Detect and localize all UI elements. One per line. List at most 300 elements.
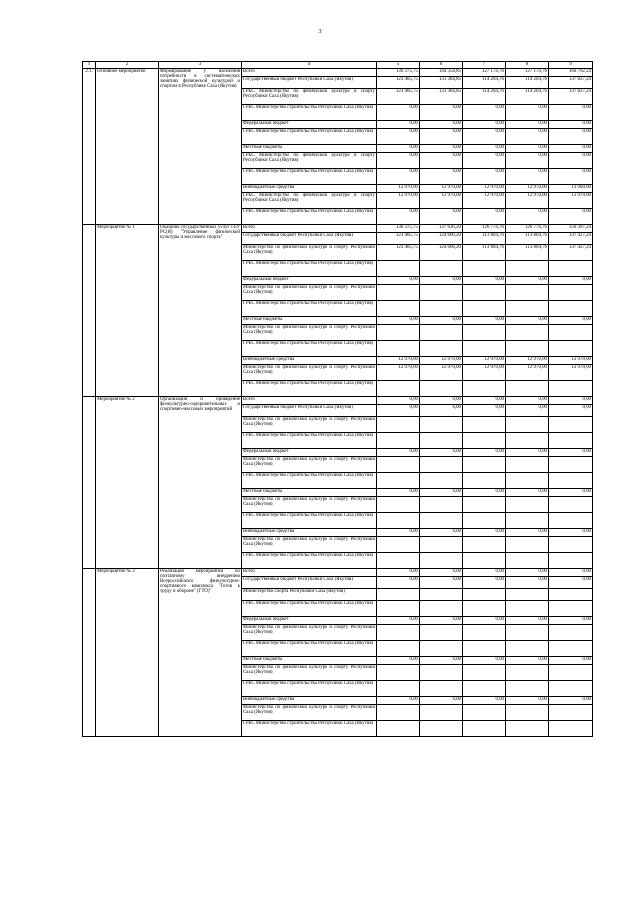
- amount-cell: [506, 601, 549, 617]
- amount-cell: 0,00: [506, 577, 549, 589]
- amount-cell: [420, 589, 463, 601]
- amount-cell: 12 970,00: [506, 365, 549, 381]
- amount-cell: 126 774,76: [506, 225, 549, 233]
- amount-cell: 0,00: [420, 569, 463, 577]
- header-cell: 8: [506, 62, 549, 69]
- funding-source-label: Внебюджетные средства: [242, 529, 377, 537]
- amount-cell: 0,00: [506, 169, 549, 185]
- amount-cell: 12 970,00: [377, 185, 420, 193]
- amount-cell: [463, 381, 506, 397]
- amount-cell: [549, 537, 593, 553]
- amount-cell: [377, 665, 420, 681]
- amount-cell: 12 970,00: [463, 193, 506, 209]
- amount-cell: 0,00: [463, 397, 506, 405]
- amount-cell: [377, 433, 420, 449]
- amount-cell: [506, 513, 549, 529]
- amount-cell: 0,00: [549, 277, 593, 285]
- amount-cell: 0,00: [420, 121, 463, 129]
- amount-cell: [463, 589, 506, 601]
- amount-cell: 114 204,76: [506, 89, 549, 105]
- amount-cell: 113 804,76: [506, 233, 549, 245]
- amount-cell: 144 354,85: [420, 69, 463, 77]
- amount-cell: [377, 553, 420, 569]
- amount-cell: 0,00: [377, 397, 420, 405]
- funding-source-label: Министерство по физической культуре и спорту Республики Саха (Якутия): [242, 705, 377, 721]
- amount-cell: 0,00: [463, 145, 506, 153]
- header-cell: 2: [96, 62, 159, 69]
- amount-cell: [420, 473, 463, 489]
- amount-cell: 0,00: [420, 697, 463, 705]
- amount-cell: [420, 417, 463, 433]
- amount-cell: 0,00: [377, 277, 420, 285]
- amount-cell: 0,00: [420, 277, 463, 285]
- block-name: Основное мероприятие: [96, 69, 159, 225]
- amount-cell: 0,00: [463, 529, 506, 537]
- amount-cell: [549, 721, 593, 737]
- block-name: Мероприятие № 1: [96, 225, 159, 397]
- amount-cell: [377, 473, 420, 489]
- amount-cell: [506, 457, 549, 473]
- amount-cell: 0,00: [420, 209, 463, 225]
- amount-cell: 0,00: [463, 121, 506, 129]
- block-number: [83, 569, 96, 737]
- amount-cell: [549, 341, 593, 357]
- amount-cell: 0,00: [506, 449, 549, 457]
- amount-cell: 0,00: [377, 697, 420, 705]
- amount-cell: 0,00: [420, 405, 463, 417]
- amount-cell: 13 000,00: [549, 185, 593, 193]
- funding-source-label: Министерство по физической культуре и спорту Республики Саха (Якутия): [242, 497, 377, 513]
- block-description: Оказание государственных услуг ГБУ РС(Я) "Управление физической культуры и массового спорта": [159, 225, 242, 397]
- amount-cell: [549, 589, 593, 601]
- amount-cell: 0,00: [377, 449, 420, 457]
- table-row: [83, 69, 593, 77]
- funding-table-body: [83, 62, 593, 737]
- amount-cell: 137 427,24: [549, 233, 593, 245]
- funding-source-label: ГРБС Министерство строительства Республики Саха (Якутия): [242, 721, 377, 737]
- amount-cell: 0,00: [377, 529, 420, 537]
- amount-cell: [549, 513, 593, 529]
- amount-cell: [420, 301, 463, 317]
- amount-cell: [463, 721, 506, 737]
- amount-cell: [549, 625, 593, 641]
- amount-cell: [506, 665, 549, 681]
- amount-cell: 124 666,20: [420, 245, 463, 261]
- amount-cell: [463, 625, 506, 641]
- amount-cell: 12 970,00: [549, 357, 593, 365]
- amount-cell: [549, 641, 593, 657]
- amount-cell: 12 970,00: [463, 185, 506, 193]
- amount-cell: [377, 537, 420, 553]
- amount-cell: [549, 553, 593, 569]
- amount-cell: 113 804,76: [463, 233, 506, 245]
- amount-cell: 0,00: [420, 145, 463, 153]
- amount-cell: 123 405,75: [377, 233, 420, 245]
- amount-cell: 113 804,76: [506, 245, 549, 261]
- amount-cell: 123 405,75: [377, 89, 420, 105]
- funding-source-label: ГРБС Министерство строительства Республики Саха (Якутия): [242, 381, 377, 397]
- amount-cell: [463, 601, 506, 617]
- amount-cell: [506, 497, 549, 513]
- amount-cell: 0,00: [549, 145, 593, 153]
- amount-cell: [377, 497, 420, 513]
- amount-cell: 0,00: [506, 277, 549, 285]
- amount-cell: 0,00: [377, 617, 420, 625]
- amount-cell: 123 405,75: [377, 245, 420, 261]
- amount-cell: [420, 681, 463, 697]
- amount-cell: [549, 285, 593, 301]
- amount-cell: [420, 601, 463, 617]
- amount-cell: [377, 285, 420, 301]
- amount-cell: 131 384,85: [420, 77, 463, 89]
- amount-cell: 0,00: [506, 617, 549, 625]
- amount-cell: 0,00: [420, 617, 463, 625]
- amount-cell: 137 827,24: [549, 89, 593, 105]
- amount-cell: [549, 457, 593, 473]
- funding-source-label: Внебюджетные средства: [242, 357, 377, 365]
- amount-cell: 136 375,75: [377, 225, 420, 233]
- amount-cell: [420, 457, 463, 473]
- amount-cell: [377, 625, 420, 641]
- amount-cell: 12 970,00: [377, 193, 420, 209]
- funding-source-label: ГРБС Министерство строительства Республики Саха (Якутия): [242, 433, 377, 449]
- amount-cell: 12 970,00: [463, 365, 506, 381]
- amount-cell: [463, 665, 506, 681]
- amount-cell: 0,00: [549, 129, 593, 145]
- funding-source-label: ГРБС Министерство строительства Республики Саха (Якутия): [242, 681, 377, 697]
- header-cell: 5: [377, 62, 420, 69]
- funding-source-label: Федеральный бюджет: [242, 449, 377, 457]
- amount-cell: 0,00: [463, 569, 506, 577]
- amount-cell: [506, 589, 549, 601]
- amount-cell: [463, 705, 506, 721]
- amount-cell: [549, 681, 593, 697]
- amount-cell: 0,00: [506, 105, 549, 121]
- amount-cell: 113 804,76: [463, 245, 506, 261]
- block-name: Мероприятие № 3: [96, 569, 159, 737]
- amount-cell: [420, 285, 463, 301]
- amount-cell: [506, 641, 549, 657]
- amount-cell: [420, 261, 463, 277]
- amount-cell: [377, 457, 420, 473]
- amount-cell: [420, 341, 463, 357]
- amount-cell: 0,00: [549, 617, 593, 625]
- funding-source-label: Министерство по физической культуре и спорту Республики Саха (Якутия): [242, 625, 377, 641]
- amount-cell: 0,00: [377, 169, 420, 185]
- funding-source-label: Федеральный бюджет: [242, 617, 377, 625]
- amount-cell: 0,00: [463, 657, 506, 665]
- amount-cell: [463, 301, 506, 317]
- amount-cell: [549, 261, 593, 277]
- funding-source-label: ГРБС Министерство строительства Республики Саха (Якутия): [242, 341, 377, 357]
- amount-cell: [463, 457, 506, 473]
- funding-source-label: ГРБС Министерство строительства Республики Саха (Якутия): [242, 513, 377, 529]
- amount-cell: 150 397,24: [549, 225, 593, 233]
- amount-cell: [377, 341, 420, 357]
- amount-cell: 12 970,00: [549, 193, 593, 209]
- amount-cell: 0,00: [377, 577, 420, 589]
- amount-cell: 0,00: [463, 277, 506, 285]
- amount-cell: 12 970,00: [549, 365, 593, 381]
- amount-cell: 0,00: [549, 317, 593, 325]
- amount-cell: 131 384,85: [420, 89, 463, 105]
- amount-cell: 12 970,00: [420, 365, 463, 381]
- amount-cell: 0,00: [506, 529, 549, 537]
- amount-cell: [463, 513, 506, 529]
- amount-cell: 160 792,24: [549, 69, 593, 77]
- funding-source-label: Государственный бюджет Республики Саха (Якутия): [242, 77, 377, 89]
- amount-cell: 0,00: [549, 121, 593, 129]
- amount-cell: 0,00: [549, 405, 593, 417]
- header-cell: 6: [420, 62, 463, 69]
- block-number: [83, 397, 96, 569]
- funding-source-label: Местные бюджеты: [242, 145, 377, 153]
- funding-source-label: Государственный бюджет Республики Саха (Якутия): [242, 405, 377, 417]
- amount-cell: [549, 381, 593, 397]
- funding-source-label: ГРБС Министерство строительства Республики Саха (Якутия): [242, 105, 377, 121]
- amount-cell: 114 204,76: [463, 89, 506, 105]
- amount-cell: [420, 665, 463, 681]
- amount-cell: [506, 417, 549, 433]
- amount-cell: [549, 417, 593, 433]
- amount-cell: [463, 553, 506, 569]
- funding-source-label: Министерство по физической культуре и спорту Республики Саха (Якутия): [242, 537, 377, 553]
- amount-cell: [377, 601, 420, 617]
- block-description: Реализация мероприятий по поэтапному внедрению Всероссийского физкультурно-спортивного комплекса "Готов к труду и обороне" (ГТО)": [159, 569, 242, 737]
- amount-cell: 0,00: [377, 153, 420, 169]
- block-number: 2.1.: [83, 69, 96, 225]
- funding-source-label: Всего: [242, 569, 377, 577]
- amount-cell: [420, 537, 463, 553]
- amount-cell: 124 666,20: [420, 233, 463, 245]
- amount-cell: [463, 325, 506, 341]
- funding-source-label: ГРБС Министерство строительства Республики Саха (Якутия): [242, 553, 377, 569]
- amount-cell: 0,00: [506, 317, 549, 325]
- amount-cell: [420, 433, 463, 449]
- amount-cell: [506, 261, 549, 277]
- amount-cell: [506, 705, 549, 721]
- amount-cell: 114 204,76: [506, 77, 549, 89]
- funding-source-label: Всего: [242, 225, 377, 233]
- funding-source-label: ГРБС Министерство по физической культуре и спорту Республики Саха (Якутия): [242, 89, 377, 105]
- funding-source-label: Министерство по физической культуре и спорту Республики Саха (Якутия): [242, 365, 377, 381]
- amount-cell: 0,00: [549, 489, 593, 497]
- amount-cell: 0,00: [420, 657, 463, 665]
- amount-cell: 0,00: [506, 129, 549, 145]
- amount-cell: [377, 301, 420, 317]
- amount-cell: [463, 285, 506, 301]
- amount-cell: 0,00: [420, 129, 463, 145]
- funding-source-label: Федеральный бюджет: [242, 121, 377, 129]
- amount-cell: [463, 537, 506, 553]
- amount-cell: 0,00: [420, 397, 463, 405]
- funding-source-label: ГРБС Министерство строительства Республики Саха (Якутия): [242, 641, 377, 657]
- funding-source-label: Федеральный бюджет: [242, 277, 377, 285]
- amount-cell: [377, 721, 420, 737]
- amount-cell: [549, 301, 593, 317]
- amount-cell: [506, 325, 549, 341]
- funding-source-label: Внебюджетные средства: [242, 185, 377, 193]
- amount-cell: 12 970,00: [506, 357, 549, 365]
- funding-source-label: ГРБС Министерство строительства Республики Саха (Якутия): [242, 473, 377, 489]
- funding-source-label: ГРБС Министерство строительства Республики Саха (Якутия): [242, 209, 377, 225]
- amount-cell: 137 827,24: [549, 77, 593, 89]
- funding-source-label: Местные бюджеты: [242, 317, 377, 325]
- amount-cell: [506, 721, 549, 737]
- amount-cell: [420, 721, 463, 737]
- amount-cell: 0,00: [377, 209, 420, 225]
- amount-cell: [420, 381, 463, 397]
- amount-cell: 0,00: [377, 317, 420, 325]
- amount-cell: [506, 341, 549, 357]
- amount-cell: 0,00: [463, 697, 506, 705]
- amount-cell: 0,00: [506, 569, 549, 577]
- page-number: 3: [318, 29, 322, 35]
- amount-cell: [463, 681, 506, 697]
- amount-cell: 0,00: [506, 697, 549, 705]
- funding-source-label: Государственный бюджет Республики Саха (Якутия): [242, 577, 377, 589]
- amount-cell: [549, 601, 593, 617]
- amount-cell: 127 174,76: [506, 69, 549, 77]
- header-cell: 4: [242, 62, 377, 69]
- funding-source-label: ГРБС Министерство по физической культуре и спорту Республики Саха (Якутия): [242, 153, 377, 169]
- amount-cell: [420, 641, 463, 657]
- amount-cell: [420, 513, 463, 529]
- amount-cell: 0,00: [420, 529, 463, 537]
- amount-cell: 136 375,75: [377, 69, 420, 77]
- amount-cell: 0,00: [506, 153, 549, 169]
- funding-source-label: Местные бюджеты: [242, 489, 377, 497]
- amount-cell: [463, 417, 506, 433]
- amount-cell: [377, 381, 420, 397]
- funding-source-label: Всего: [242, 397, 377, 405]
- amount-cell: 0,00: [463, 209, 506, 225]
- amount-cell: 0,00: [463, 577, 506, 589]
- amount-cell: 12 970,00: [506, 185, 549, 193]
- funding-source-label: ГРБС Министерство строительства Республики Саха (Якутия): [242, 129, 377, 145]
- amount-cell: [377, 513, 420, 529]
- amount-cell: 126 774,76: [463, 225, 506, 233]
- amount-cell: 0,00: [549, 529, 593, 537]
- amount-cell: 12 970,00: [420, 357, 463, 365]
- amount-cell: 0,00: [377, 405, 420, 417]
- amount-cell: 0,00: [420, 489, 463, 497]
- amount-cell: [549, 705, 593, 721]
- amount-cell: [506, 381, 549, 397]
- amount-cell: 0,00: [549, 105, 593, 121]
- amount-cell: 0,00: [463, 617, 506, 625]
- amount-cell: 0,00: [549, 209, 593, 225]
- amount-cell: 0,00: [377, 657, 420, 665]
- amount-cell: 12 970,00: [377, 357, 420, 365]
- funding-source-label: Всего: [242, 69, 377, 77]
- amount-cell: [377, 417, 420, 433]
- amount-cell: 0,00: [377, 145, 420, 153]
- amount-cell: 0,00: [506, 405, 549, 417]
- amount-cell: 0,00: [506, 121, 549, 129]
- amount-cell: 0,00: [549, 449, 593, 457]
- amount-cell: 0,00: [377, 129, 420, 145]
- amount-cell: [377, 681, 420, 697]
- amount-cell: [420, 553, 463, 569]
- amount-cell: [420, 325, 463, 341]
- amount-cell: 0,00: [549, 577, 593, 589]
- amount-cell: 0,00: [420, 105, 463, 121]
- amount-cell: 0,00: [463, 169, 506, 185]
- amount-cell: 123 405,75: [377, 77, 420, 89]
- funding-source-label: Министерство по физической культуре и спорту Республики Саха (Якутия): [242, 245, 377, 261]
- amount-cell: 0,00: [420, 577, 463, 589]
- amount-cell: 0,00: [549, 397, 593, 405]
- funding-source-label: Министерство по физической культуре и спорту Республики Саха (Якутия): [242, 665, 377, 681]
- amount-cell: 12 970,00: [420, 193, 463, 209]
- amount-cell: [506, 473, 549, 489]
- amount-cell: 0,00: [463, 105, 506, 121]
- amount-cell: [549, 433, 593, 449]
- header-cell: 1: [83, 62, 96, 69]
- amount-cell: [506, 625, 549, 641]
- amount-cell: 12 970,00: [420, 185, 463, 193]
- funding-source-label: ГРБС Министерство строительства Республики Саха (Якутия): [242, 261, 377, 277]
- amount-cell: [463, 497, 506, 513]
- amount-cell: 0,00: [549, 569, 593, 577]
- table-row: [83, 397, 593, 405]
- amount-cell: 137 427,24: [549, 245, 593, 261]
- amount-cell: 0,00: [420, 169, 463, 185]
- funding-source-label: Министерство по физической культуре и спорту Республики Саха (Якутия): [242, 457, 377, 473]
- amount-cell: [506, 285, 549, 301]
- amount-cell: 0,00: [377, 569, 420, 577]
- amount-cell: 137 636,20: [420, 225, 463, 233]
- amount-cell: 0,00: [463, 489, 506, 497]
- table-row: [83, 569, 593, 577]
- block-description: Формирование у населения потребности в систематических занятиях физической культурой и спортом в Республике Саха (Якутия): [159, 69, 242, 225]
- header-cell: 7: [463, 62, 506, 69]
- amount-cell: [463, 473, 506, 489]
- funding-source-label: ГРБС Министерство строительства Республики Саха (Якутия): [242, 301, 377, 317]
- amount-cell: 0,00: [549, 657, 593, 665]
- amount-cell: 0,00: [506, 657, 549, 665]
- funding-source-label: Государственный бюджет Республики Саха (Якутия): [242, 233, 377, 245]
- amount-cell: [463, 341, 506, 357]
- amount-cell: [506, 537, 549, 553]
- amount-cell: [549, 325, 593, 341]
- funding-source-label: ГРБС Министерство строительства Республики Саха (Якутия): [242, 601, 377, 617]
- amount-cell: [377, 641, 420, 657]
- amount-cell: 0,00: [506, 489, 549, 497]
- amount-cell: [420, 705, 463, 721]
- block-name: Мероприятие № 2: [96, 397, 159, 569]
- amount-cell: 12 970,00: [377, 365, 420, 381]
- funding-source-label: ГРБС Министерство по физической культуре и спорту Республики Саха (Якутия): [242, 193, 377, 209]
- header-row: [83, 62, 593, 69]
- funding-source-label: Внебюджетные средства: [242, 697, 377, 705]
- block-description: Организация и проведение физкультурно-оздоровительных и спортивно-массовых мероприятий: [159, 397, 242, 569]
- amount-cell: 0,00: [463, 129, 506, 145]
- amount-cell: 0,00: [549, 153, 593, 169]
- funding-source-label: Министерство по физической культуре и спорту Республики Саха (Якутия): [242, 325, 377, 341]
- amount-cell: [377, 705, 420, 721]
- amount-cell: 0,00: [377, 105, 420, 121]
- amount-cell: [463, 641, 506, 657]
- funding-source-label: ГРБС Министерство строительства Республики Саха (Якутия): [242, 169, 377, 185]
- amount-cell: 0,00: [463, 153, 506, 169]
- amount-cell: 114 204,76: [463, 77, 506, 89]
- amount-cell: [549, 473, 593, 489]
- amount-cell: 0,00: [549, 697, 593, 705]
- funding-table: [82, 61, 593, 737]
- amount-cell: 0,00: [549, 169, 593, 185]
